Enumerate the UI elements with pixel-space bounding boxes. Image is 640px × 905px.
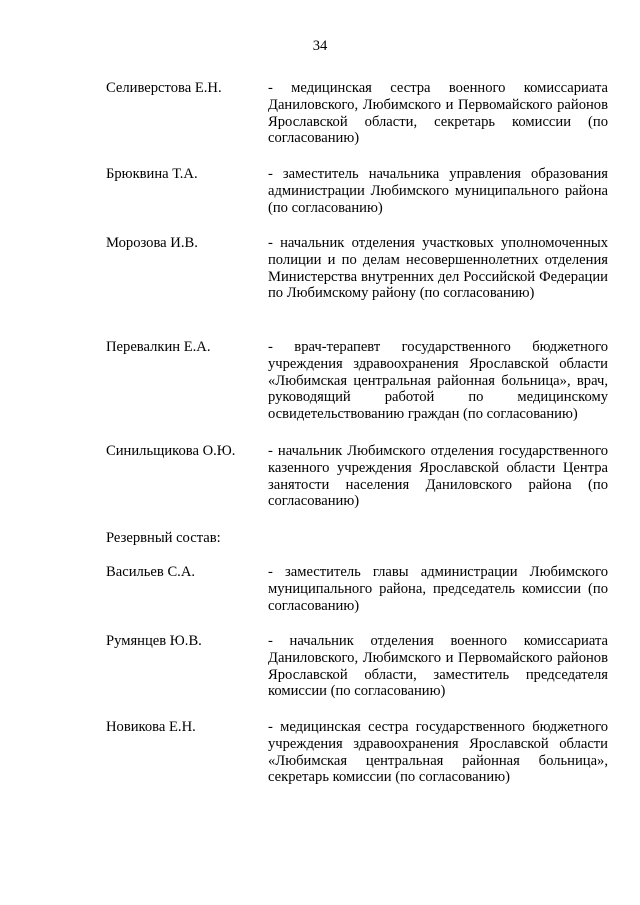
member-name: Синильщикова О.Ю. [106, 443, 236, 459]
member-entry-novikova [106, 719, 608, 786]
member-entry-rumyantsev [106, 633, 608, 700]
member-entry-perevalkin [106, 339, 608, 423]
member-name: Румянцев Ю.В. [106, 633, 202, 649]
member-name: Новикова Е.Н. [106, 719, 196, 735]
member-entry-bryukvina [106, 166, 608, 216]
member-description: - заместитель главы администрации Любимского муниципального района, председатель комиссии (по согласованию) [268, 564, 608, 614]
member-name: Васильев С.А. [106, 564, 196, 580]
member-entry-vasilyev [106, 564, 608, 614]
member-description: - начальник отделения участковых уполномоченных полиции и по делам несовершеннолетних отделения Министерства внутренних дел Российской Федерации по Любимскому району (по согласованию) [268, 235, 608, 302]
member-description: - медицинская сестра государственного бюджетного учреждения здравоохранения Ярославской области «Любимская центральная районная больница», секретарь комиссии (по согласованию) [268, 719, 608, 786]
member-name: Брюквина Т.А. [106, 166, 198, 182]
member-name: Селиверстова Е.Н. [106, 80, 222, 96]
page-number: 34 [312, 38, 328, 54]
reserve-section-label: Резервный состав: [106, 530, 221, 546]
member-entry-morozova [106, 235, 608, 302]
member-description: - врач-терапевт государственного бюджетного учреждения здравоохранения Ярославской области «Любимская центральная районная больница», врач, руководящий работой по медицинскому освидетельствованию граждан (по согласованию) [268, 339, 608, 423]
member-name: Морозова И.В. [106, 235, 198, 251]
member-description: - заместитель начальника управления образования администрации Любимского муниципального района (по согласованию) [268, 166, 608, 216]
member-description: - медицинская сестра военного комиссариата Даниловского, Любимского и Первомайского районов Ярославской области, секретарь комиссии (по согласованию) [268, 80, 608, 147]
member-description: - начальник отделения военного комиссариата Даниловского, Любимского и Первомайского районов Ярославской области, заместитель председателя комиссии (по согласованию) [268, 633, 608, 700]
member-entry-sinilshchikova [106, 443, 608, 510]
member-entry-seliverstova [106, 80, 608, 147]
member-name: Перевалкин Е.А. [106, 339, 211, 355]
member-description: - начальник Любимского отделения государственного казенного учреждения Ярославской области Центра занятости населения Даниловского района (по согласованию) [268, 443, 608, 510]
